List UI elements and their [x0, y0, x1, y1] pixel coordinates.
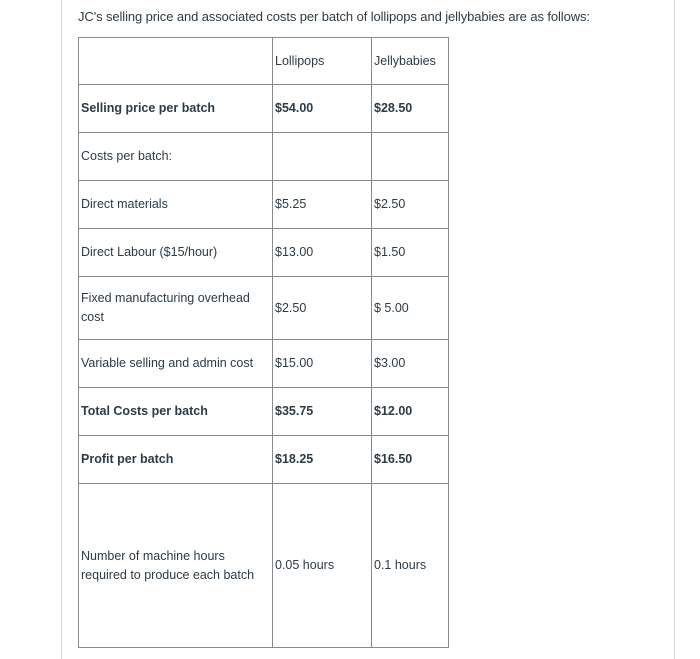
row-label: Profit per batch	[79, 436, 273, 484]
row-label: Total Costs per batch	[79, 388, 273, 436]
lollipops-value: $5.25	[273, 181, 372, 229]
table-row-total-costs	[79, 388, 449, 436]
table-row-costs-heading	[79, 133, 449, 181]
intro-text: JC's selling price and associated costs per batch of lollipops and jellybabies are as follows:	[78, 9, 590, 24]
jellybabies-value: 0.1 hours	[372, 484, 449, 648]
table-row-direct-materials	[79, 181, 449, 229]
header-cell-blank	[79, 38, 273, 85]
jellybabies-value: $ 5.00	[372, 277, 449, 340]
lollipops-value: $2.50	[273, 277, 372, 340]
content-frame-left-border	[61, 0, 62, 659]
header-cell-lollipops: Lollipops	[273, 38, 372, 85]
header-cell-jellybabies: Jellybabies	[372, 38, 449, 85]
jellybabies-value: $1.50	[372, 229, 449, 277]
table-row-machine-hours	[79, 484, 449, 648]
lollipops-value: $35.75	[273, 388, 372, 436]
jellybabies-value: $12.00	[372, 388, 449, 436]
row-label: Selling price per batch	[79, 85, 273, 133]
lollipops-value: $54.00	[273, 85, 372, 133]
table-row-direct-labour	[79, 229, 449, 277]
table-header-row	[79, 38, 449, 85]
cost-table	[78, 37, 449, 648]
row-label: Direct materials	[79, 181, 273, 229]
table-row-selling-price	[79, 85, 449, 133]
lollipops-value: $18.25	[273, 436, 372, 484]
lollipops-value	[273, 133, 372, 181]
table-row-fixed-overhead	[79, 277, 449, 340]
row-label: Variable selling and admin cost	[79, 340, 273, 388]
jellybabies-value: $16.50	[372, 436, 449, 484]
table-row-profit	[79, 436, 449, 484]
row-label: Costs per batch:	[79, 133, 273, 181]
row-label: Number of machine hours required to produce each batch	[79, 484, 273, 648]
content-frame-right-border	[674, 0, 675, 659]
jellybabies-value	[372, 133, 449, 181]
lollipops-value: $13.00	[273, 229, 372, 277]
table-row-variable-selling-admin	[79, 340, 449, 388]
row-label: Direct Labour ($15/hour)	[79, 229, 273, 277]
lollipops-value: 0.05 hours	[273, 484, 372, 648]
lollipops-value: $15.00	[273, 340, 372, 388]
jellybabies-value: $2.50	[372, 181, 449, 229]
jellybabies-value: $28.50	[372, 85, 449, 133]
row-label: Fixed manufacturing overhead cost	[79, 277, 273, 340]
jellybabies-value: $3.00	[372, 340, 449, 388]
